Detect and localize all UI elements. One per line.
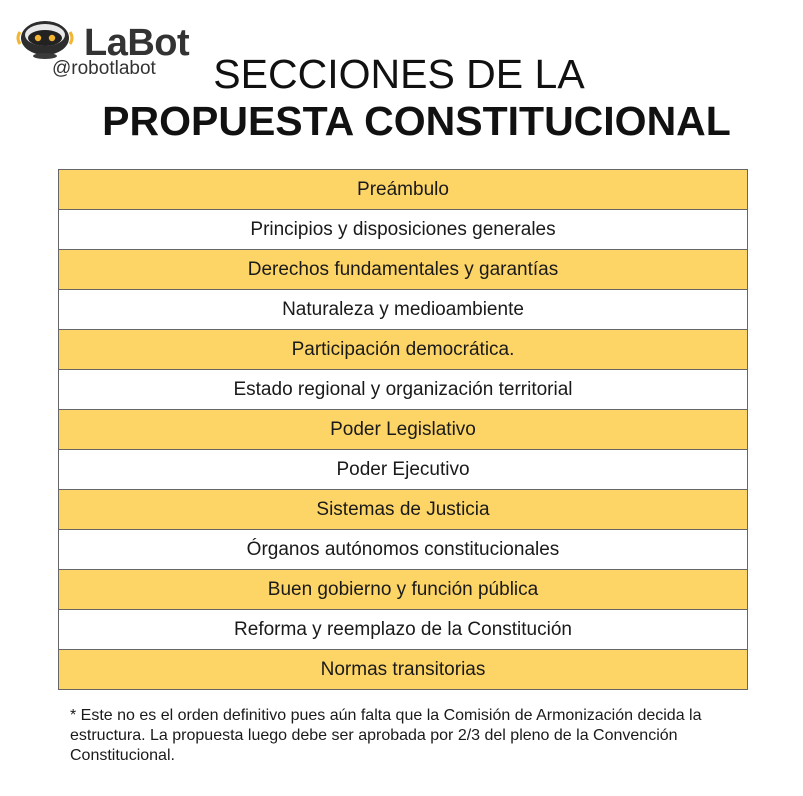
section-row: Principios y disposiciones generales (59, 210, 747, 250)
section-row: Poder Ejecutivo (59, 450, 747, 490)
section-row: Normas transitorias (59, 650, 747, 690)
section-row: Órganos autónomos constitucionales (59, 530, 747, 570)
footnote: * Este no es el orden definitivo pues aún falta que la Comisión de Armonización decida la estructura. La propuesta luego debe ser aprobada por 2/3 del pleno de la Convención Constitucional. (70, 707, 702, 764)
section-row: Derechos fundamentales y garantías (59, 250, 747, 290)
section-row: Reforma y reemplazo de la Constitución (59, 610, 747, 650)
page-title-line2: PROPUESTA CONSTITUCIONAL (102, 98, 731, 144)
section-row: Preámbulo (59, 170, 747, 210)
page-title-line1: SECCIONES DE LA (213, 51, 585, 97)
brand-handle: @robotlabot (52, 58, 156, 79)
section-row: Estado regional y organización territorial (59, 370, 747, 410)
section-row: Participación democrática. (59, 330, 747, 370)
sections-table (58, 169, 748, 690)
section-row: Naturaleza y medioambiente (59, 290, 747, 330)
brand-name: LaBot (84, 22, 190, 64)
section-row: Sistemas de Justicia (59, 490, 747, 530)
section-row: Poder Legislativo (59, 410, 747, 450)
section-row: Buen gobierno y función pública (59, 570, 747, 610)
